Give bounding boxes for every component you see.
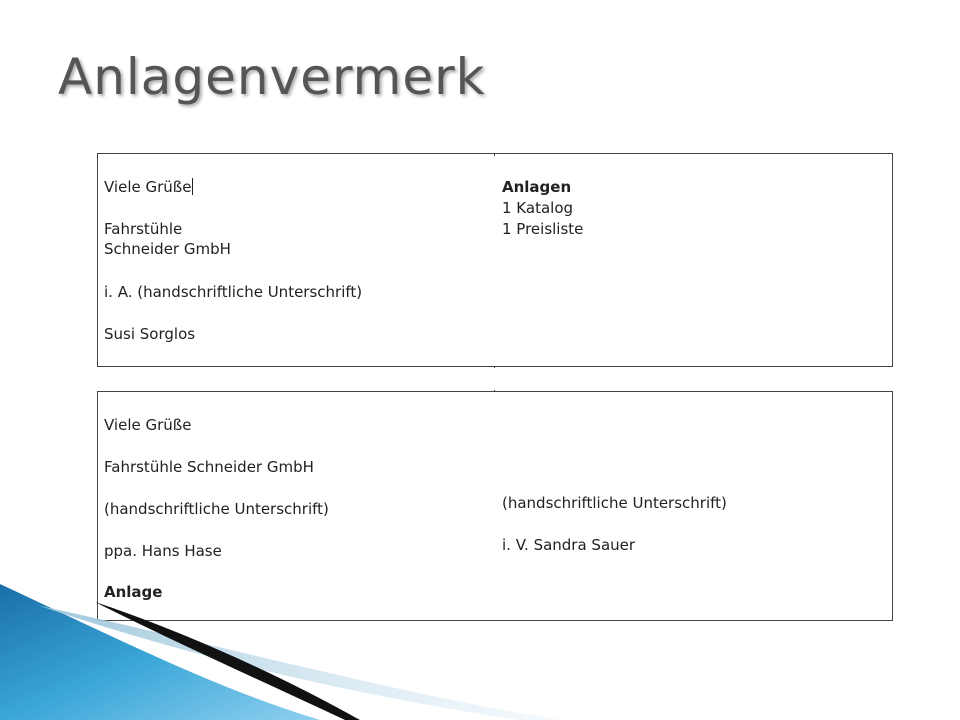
signer-name: Susi Sorglos [104,325,196,343]
signature-line: (handschriftliche Unterschrift) [104,500,329,518]
company-line: Fahrstühle Schneider GmbH [104,458,314,476]
signature-line: (handschriftliche Unterschrift) [502,494,727,512]
greeting-line: Viele Grüße [104,416,192,434]
attachment-item-2: 1 Preisliste [502,220,584,238]
signer-name: i. V. Sandra Sauer [502,536,636,554]
attachments-heading: Anlagen [502,178,572,196]
column-divider-top [494,154,495,156]
slide-title: Anlagenvermerk [58,48,486,106]
text-cursor [192,178,193,195]
blue-wave [0,584,320,720]
company-line-2: Schneider GmbH [104,240,231,258]
attachment-note: Anlage [104,583,163,601]
attachment-item-1: 1 Katalog [502,199,574,217]
signer-name: ppa. Hans Hase [104,542,222,560]
column-divider-bottom [494,366,495,368]
column-divider-top [494,390,495,392]
decorative-swoosh [0,580,960,720]
greeting-line: Viele Grüße [104,178,192,196]
example-box-1 [97,153,893,367]
signature-line: i. A. (handschriftliche Unterschrift) [104,283,363,301]
company-line-1: Fahrstühle [104,220,183,238]
